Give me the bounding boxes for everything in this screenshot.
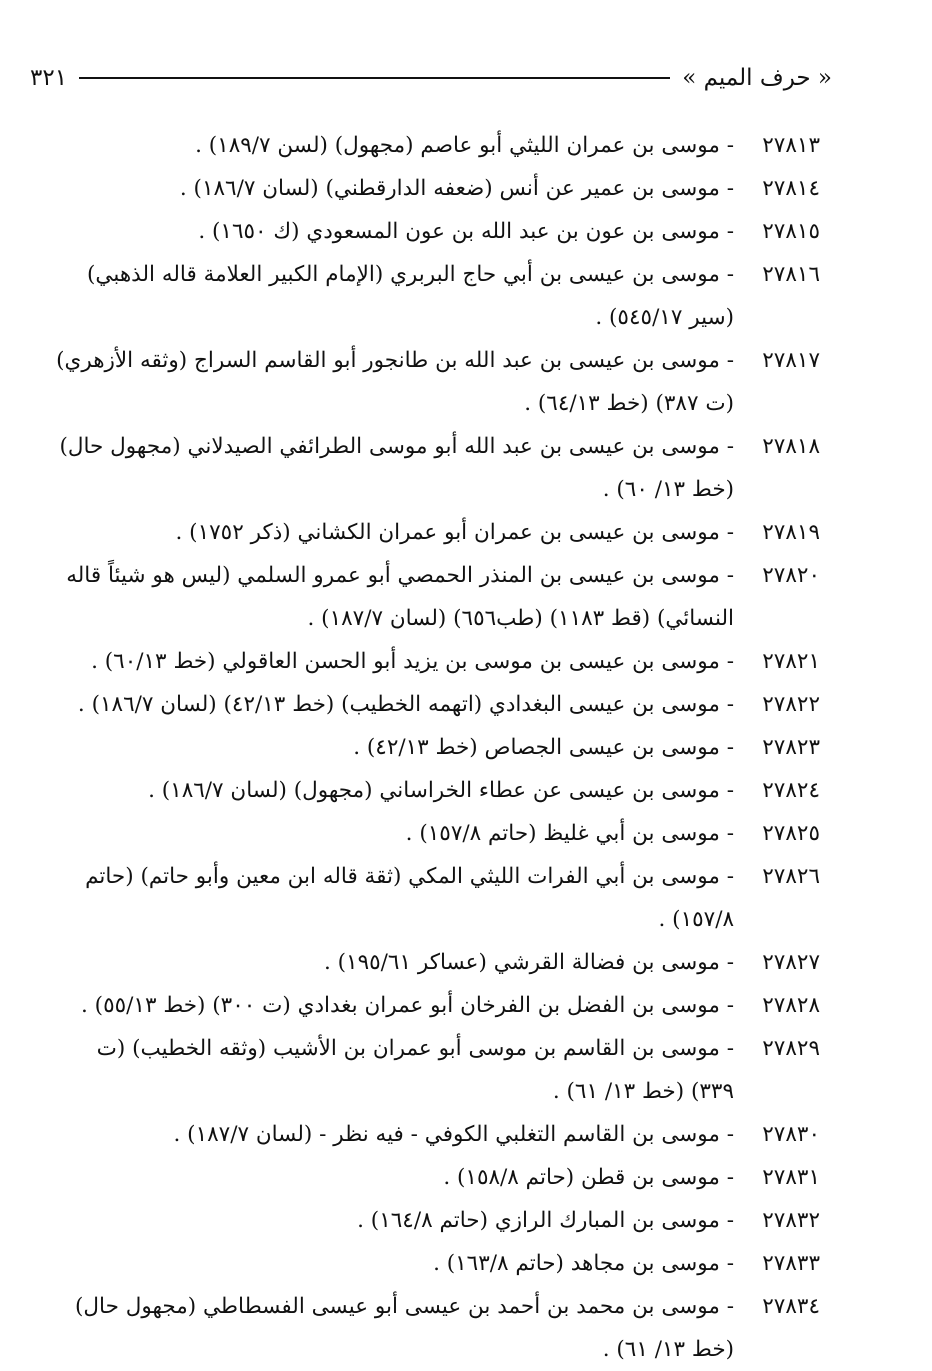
entry-number: ٢٧٨٣٢ — [762, 1208, 820, 1233]
entry-number: ٢٧٨٣٣ — [762, 1251, 820, 1276]
entry — [48, 253, 820, 339]
entry — [48, 984, 820, 1027]
entry — [48, 339, 820, 425]
entry-number: ٢٧٨١٩ — [762, 520, 820, 545]
entry — [48, 425, 820, 511]
entry-number: ٢٧٨١٤ — [762, 176, 820, 201]
entry-number: ٢٧٨٢٤ — [762, 778, 820, 803]
entry — [48, 1156, 820, 1199]
entry-number: ٢٧٨٢٣ — [762, 735, 820, 760]
entry-text: - موسى بن عيسى بن عبد الله بن طانجور أبو القاسم السراج (وثقه الأزهري) (ت ٣٨٧) (خط ٦٤/١٣) . — [56, 348, 734, 416]
entry — [48, 683, 820, 726]
entry — [48, 210, 820, 253]
entry-number: ٢٧٨٢١ — [762, 649, 820, 674]
entry-number: ٢٧٨٢٧ — [762, 950, 820, 975]
entry — [48, 640, 820, 683]
entry-text: - موسى بن قطن (حاتم ١٥٨/٨) . — [443, 1165, 734, 1190]
entry-number: ٢٧٨١٥ — [762, 219, 820, 244]
entry-number: ٢٧٨٣٠ — [762, 1122, 820, 1147]
entry-text: - موسى بن عيسى بن عمران أبو عمران الكشاني (ذكر ١٧٥٢) . — [175, 520, 734, 545]
entry-text: - موسى بن عيسى بن عبد الله أبو موسى الطرائفي الصيدلاني (مجهول حال) (خط ١٣/ ٦٠) . — [59, 434, 734, 502]
entry-text: - موسى بن عيسى بن موسى بن يزيد أبو الحسن العاقولي (خط ٦٠/١٣) . — [91, 649, 734, 674]
entry-list — [48, 124, 820, 1371]
entry-text: - موسى بن أبي غليظ (حاتم ١٥٧/٨) . — [405, 821, 734, 846]
entry — [48, 124, 820, 167]
entry-number: ٢٧٨٢٠ — [762, 563, 820, 588]
entry-text: - موسى بن فضالة القرشي (عساكر ١٩٥/٦١) . — [323, 950, 734, 975]
entry — [48, 1027, 820, 1113]
entry — [48, 1199, 820, 1242]
entry-text: - موسى بن أبي الفرات الليثي المكي (ثقة قاله ابن معين وأبو حاتم) (حاتم ١٥٧/٨) . — [85, 864, 734, 932]
entry-text: - موسى بن عون بن عبد الله بن عون المسعودي (ك ١٦٥٠) . — [198, 219, 734, 244]
page-header — [30, 58, 832, 98]
entry-number: ٢٧٨٢٦ — [762, 864, 820, 889]
entry-text: - موسى بن محمد بن أحمد بن عيسى أبو عيسى الفسطاطي (مجهول حال) (خط ١٣/ ٦١) . — [75, 1294, 734, 1362]
entry — [48, 812, 820, 855]
entry-text: - موسى بن الفضل بن الفرخان أبو عمران بغدادي (ت ٣٠٠) (خط ٥٥/١٣) . — [81, 993, 734, 1018]
entry-text: - موسى بن عيسى الجصاص (خط ٤٢/١٣) . — [353, 735, 734, 760]
entry-text: - موسى بن عمران الليثي أبو عاصم (مجهول) (لسن ١٨٩/٧) . — [195, 133, 734, 158]
page-number: ٣٢١ — [30, 65, 68, 91]
entry-text: - موسى بن عيسى عن عطاء الخراساني (مجهول) (لسان ١٨٦/٧) . — [148, 778, 734, 803]
entry-number: ٢٧٨١٨ — [762, 434, 820, 459]
entry-number: ٢٧٨١٣ — [762, 133, 820, 158]
entry-text: - موسى بن عمير عن أنس (ضعفه الدارقطني) (لسان ١٨٦/٧) . — [179, 176, 734, 201]
entry-number: ٢٧٨٢٨ — [762, 993, 820, 1018]
entry — [48, 1113, 820, 1156]
entry-number: ٢٧٨٣٤ — [762, 1294, 820, 1319]
header-rule — [79, 77, 670, 79]
entry — [48, 1285, 820, 1371]
running-title: « حرف الميم » — [682, 65, 832, 91]
entry-number: ٢٧٨١٦ — [762, 262, 820, 287]
entry — [48, 167, 820, 210]
entry-text: - موسى بن القاسم بن موسى أبو عمران بن الأشيب (وثقه الخطيب) (ت ٣٣٩) (خط ١٣/ ٦١) . — [96, 1036, 734, 1104]
entry — [48, 726, 820, 769]
entry-text: - موسى بن عيسى البغدادي (اتهمه الخطيب) (خط ٤٢/١٣) (لسان ١٨٦/٧) . — [77, 692, 734, 717]
entry-number: ٢٧٨٢٩ — [762, 1036, 820, 1061]
entry-number: ٢٧٨١٧ — [762, 348, 820, 373]
entry-text: - موسى بن عيسى بن أبي حاج البربري (الإمام الكبير العلامة قاله الذهبي) (سير ٥٤٥/١٧) . — [87, 262, 734, 330]
entry-number: ٢٧٨٢٥ — [762, 821, 820, 846]
entry — [48, 769, 820, 812]
entry-text: - موسى بن المبارك الرازي (حاتم ١٦٤/٨) . — [357, 1208, 734, 1233]
entry-text: - موسى بن مجاهد (حاتم ١٦٣/٨) . — [433, 1251, 734, 1276]
entry — [48, 1242, 820, 1285]
entry — [48, 554, 820, 640]
entry — [48, 511, 820, 554]
entry-number: ٢٧٨٣١ — [762, 1165, 820, 1190]
entry-text: - موسى بن عيسى بن المنذر الحمصي أبو عمرو السلمي (ليس هو شيئاً قاله النسائي) (قط ١١٨٣) (طب٦٥٦) (لسان ١٨٧/٧) . — [66, 563, 734, 631]
entry — [48, 855, 820, 941]
entry-text: - موسى بن القاسم التغلبي الكوفي - فيه نظر - (لسان ١٨٧/٧) . — [173, 1122, 734, 1147]
entry — [48, 941, 820, 984]
entry-number: ٢٧٨٢٢ — [762, 692, 820, 717]
